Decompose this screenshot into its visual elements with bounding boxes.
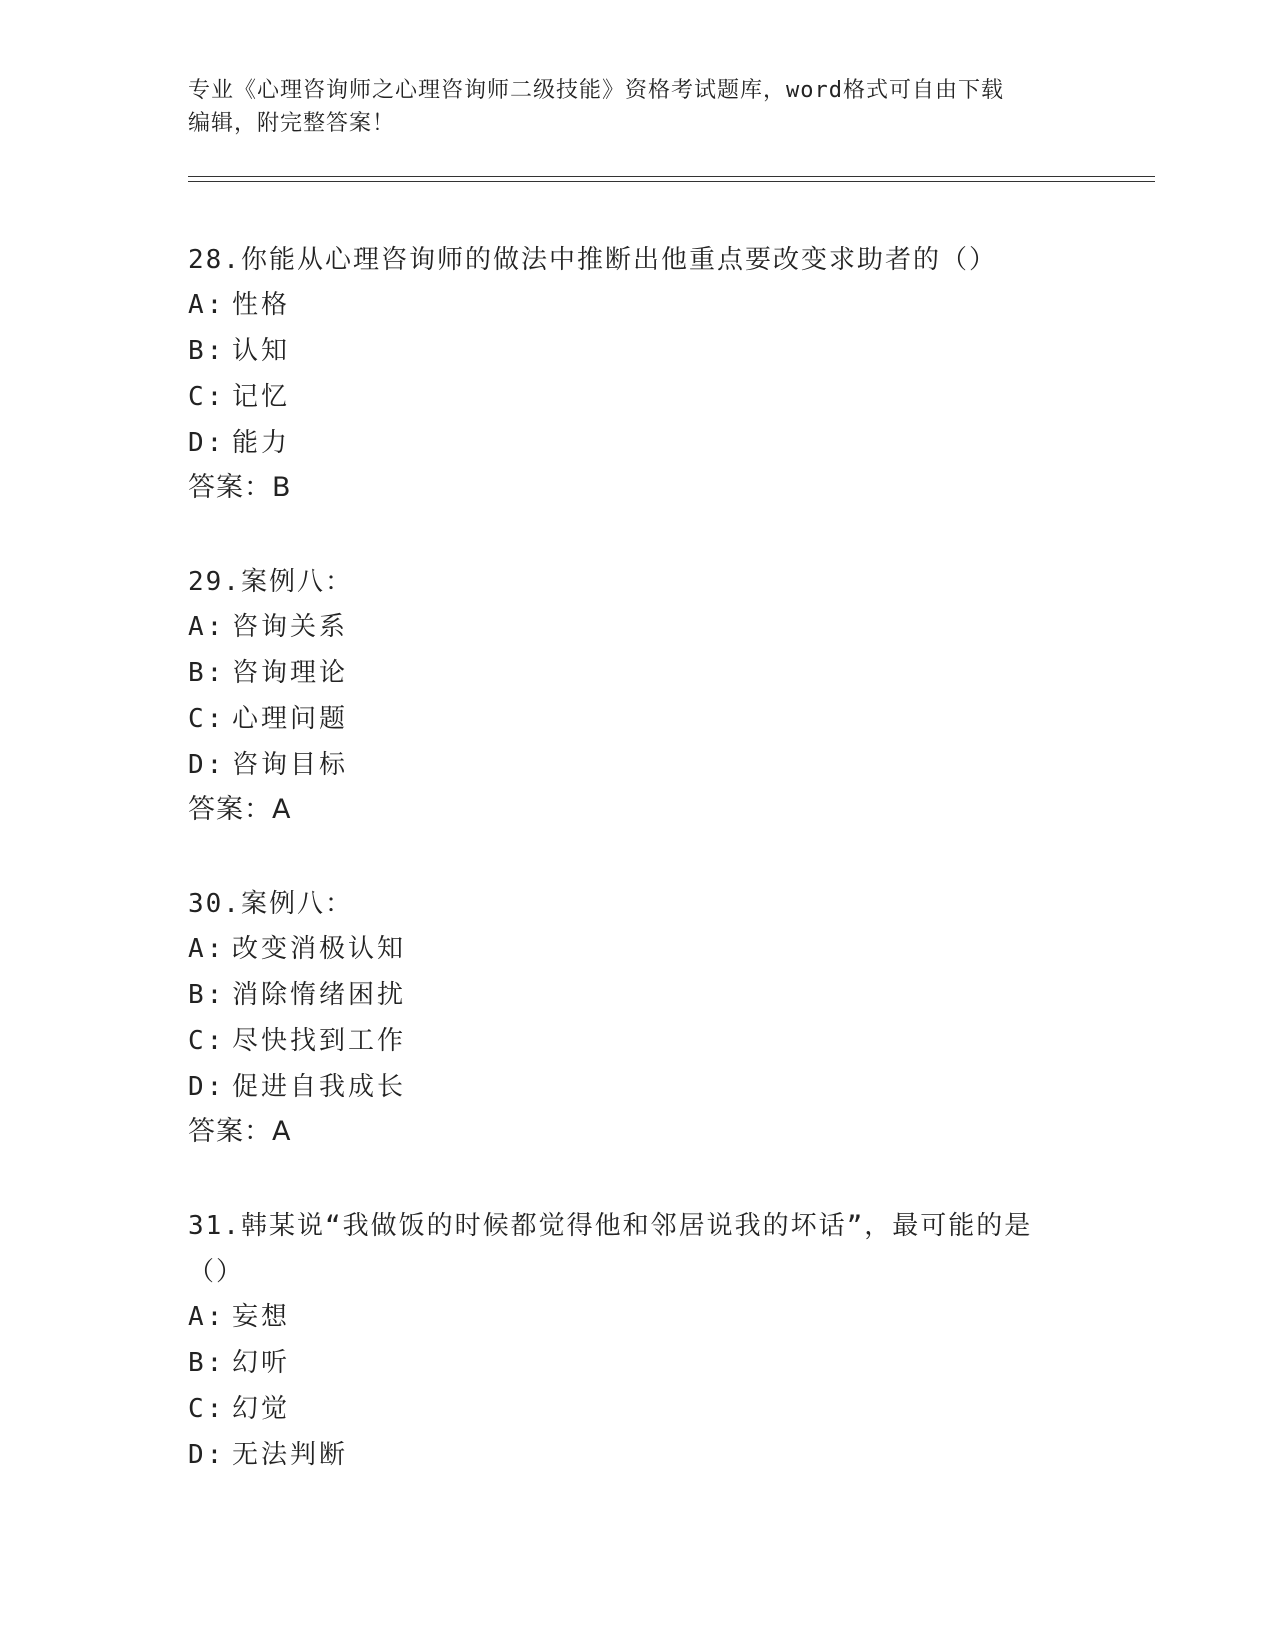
option-key: C:	[188, 1026, 226, 1056]
option-a	[188, 1294, 1088, 1340]
option-text: 尽快找到工作	[232, 1026, 407, 1056]
question-31	[188, 1204, 1088, 1478]
option-key: A:	[188, 934, 226, 964]
option-c	[188, 374, 1088, 420]
option-text: 记忆	[232, 382, 291, 412]
option-text: 改变消极认知	[232, 934, 407, 964]
document-header	[188, 74, 1088, 140]
header-divider-top	[188, 176, 1155, 177]
question-30	[188, 882, 1088, 1154]
question-list	[188, 236, 1088, 1528]
header-divider-bottom	[188, 181, 1155, 182]
option-c	[188, 696, 1088, 742]
option-key: D:	[188, 1440, 226, 1470]
option-c	[188, 1018, 1088, 1064]
option-d	[188, 420, 1088, 466]
option-text: 性格	[232, 290, 291, 320]
option-text: 消除惰绪困扰	[232, 980, 407, 1010]
option-b	[188, 1340, 1088, 1386]
option-key: B:	[188, 1348, 226, 1378]
option-text: 促进自我成长	[232, 1072, 407, 1102]
option-key: A:	[188, 1302, 226, 1332]
option-a	[188, 604, 1088, 650]
question-title: 29.案例八：	[188, 567, 353, 597]
header-line-1: 专业《心理咨询师之心理咨询师二级技能》资格考试题库，word格式可自由下载	[188, 78, 1004, 103]
question-28	[188, 238, 1088, 510]
option-text: 咨询理论	[232, 658, 349, 688]
option-text: 幻觉	[232, 1394, 291, 1424]
option-key: A:	[188, 290, 226, 320]
option-text: 能力	[232, 428, 291, 458]
option-key: D:	[188, 1072, 226, 1102]
option-text: 咨询关系	[232, 612, 349, 642]
option-c	[188, 1386, 1088, 1432]
option-text: 幻听	[232, 1348, 291, 1378]
answer-line: 答案：B	[188, 472, 292, 503]
option-b	[188, 328, 1088, 374]
option-text: 妄想	[232, 1302, 291, 1332]
option-key: B:	[188, 980, 226, 1010]
question-title: 31.韩某说“我做饭的时候都觉得他和邻居说我的坏话”，最可能的是	[188, 1211, 1033, 1241]
option-key: C:	[188, 1394, 226, 1424]
option-d	[188, 1432, 1088, 1478]
question-title: 28.你能从心理咨询师的做法中推断出他重点要改变求助者的（）	[188, 245, 997, 275]
option-key: B:	[188, 658, 226, 688]
option-text: 无法判断	[232, 1440, 349, 1470]
option-a	[188, 926, 1088, 972]
option-b	[188, 972, 1088, 1018]
question-title: 30.案例八：	[188, 889, 353, 919]
option-key: D:	[188, 428, 226, 458]
option-b	[188, 650, 1088, 696]
header-line-2: 编辑，附完整答案！	[188, 111, 396, 136]
option-key: A:	[188, 612, 226, 642]
answer-line: 答案：A	[188, 794, 292, 825]
option-text: 咨询目标	[232, 750, 349, 780]
option-key: B:	[188, 336, 226, 366]
option-key: D:	[188, 750, 226, 780]
option-key: C:	[188, 704, 226, 734]
option-a	[188, 282, 1088, 328]
question-29	[188, 560, 1088, 832]
option-text: 认知	[232, 336, 291, 366]
option-text: 心理问题	[232, 704, 349, 734]
option-d	[188, 742, 1088, 788]
option-key: C:	[188, 382, 226, 412]
option-d	[188, 1064, 1088, 1110]
question-title-continuation: （）	[188, 1257, 245, 1287]
answer-line: 答案：A	[188, 1116, 292, 1147]
